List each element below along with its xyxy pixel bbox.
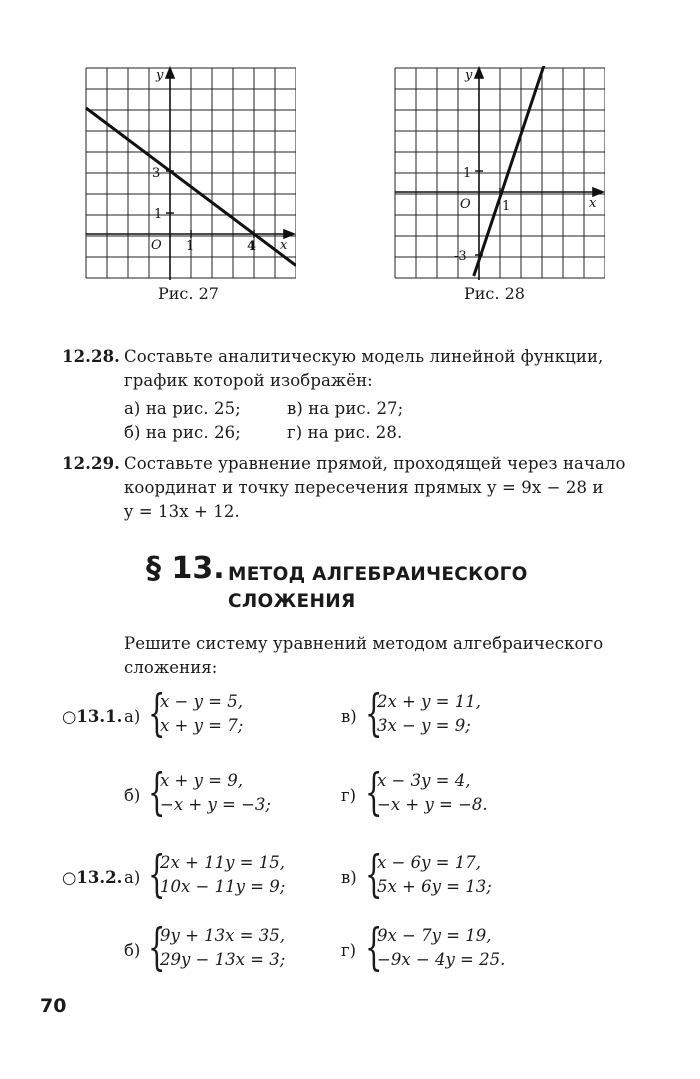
section-intro xyxy=(124,632,603,679)
brace-icon: { xyxy=(148,918,166,976)
problem-text-line: координат и точку пересечения прямых y = 9x − 28 и xyxy=(124,478,604,497)
option-label: в) xyxy=(341,707,357,726)
answer-option-b: б) на рис. 26; xyxy=(124,423,241,442)
x-axis-label: x xyxy=(589,196,597,211)
problem-text-line: Составьте уравнение прямой, проходящей через начало xyxy=(124,454,626,473)
y-tick-label-1: 1 xyxy=(154,207,163,222)
equation: 9y + 13x = 35, xyxy=(160,926,285,945)
equation-system xyxy=(377,924,505,972)
answer-option-v: в) на рис. 27; xyxy=(287,399,404,418)
figure-27-graph xyxy=(84,66,296,282)
brace-icon: { xyxy=(148,763,166,821)
equation: −x + y = −8. xyxy=(377,795,488,814)
brace-icon: { xyxy=(365,684,383,742)
option-label: г) xyxy=(341,786,357,805)
equation: 5x + 6y = 13; xyxy=(377,877,492,896)
y-tick-label-1: 1 xyxy=(463,166,472,181)
y-axis-arrow xyxy=(475,68,483,78)
equation-system xyxy=(160,769,271,817)
brace-icon: { xyxy=(148,684,166,742)
figure-27 xyxy=(84,66,296,303)
exercise-13-1-number: ○13.1. xyxy=(62,707,123,726)
brace-icon: { xyxy=(365,918,383,976)
y-axis-arrow xyxy=(166,68,174,78)
graph-line xyxy=(474,66,548,276)
equation: 29y − 13x = 3; xyxy=(160,950,286,969)
equation-system xyxy=(160,690,243,738)
option-label: в) xyxy=(341,868,357,887)
equation: 10x − 11y = 9; xyxy=(160,877,286,896)
problem-12-28 xyxy=(62,345,642,445)
figure-27-caption: Рис. 27 xyxy=(158,284,219,303)
intro-line: сложения: xyxy=(124,657,218,677)
origin-label: O xyxy=(151,238,162,253)
option-label: б) xyxy=(124,941,141,960)
x-tick-label-4: 4 xyxy=(247,239,257,254)
y-tick-label-minus-3: -3 xyxy=(454,249,467,264)
section-title xyxy=(228,561,528,615)
y-axis-label: y xyxy=(156,68,164,83)
x-axis-label: x xyxy=(280,238,288,253)
equation: 9x − 7y = 19, xyxy=(377,926,492,945)
equation: −x + y = −3; xyxy=(160,795,271,814)
brace-icon: { xyxy=(148,845,166,903)
option-label: а) xyxy=(124,868,141,887)
brace-icon: { xyxy=(365,763,383,821)
option-label: а) xyxy=(124,707,141,726)
intro-line: Решите систему уравнений методом алгебраического xyxy=(124,634,604,653)
figure-28-grid xyxy=(395,68,605,278)
problem-12-29 xyxy=(62,452,642,524)
answer-option-g: г) на рис. 28. xyxy=(287,423,403,442)
y-tick-label-3: 3 xyxy=(152,166,161,181)
option-label: б) xyxy=(124,786,141,805)
origin-label: O xyxy=(460,197,471,212)
x-tick-label-1: 1 xyxy=(502,199,511,214)
equation: 2x + y = 11, xyxy=(377,692,481,711)
section-title-line: МЕТОД АЛГЕБРАИЧЕСКОГО xyxy=(228,564,528,585)
answer-option-a: а) на рис. 25; xyxy=(124,399,241,418)
equation-system xyxy=(377,851,492,899)
equation: 2x + 11y = 15, xyxy=(160,853,285,872)
equation: x + y = 7; xyxy=(160,716,244,735)
problem-text-line: график которой изображён: xyxy=(124,371,373,390)
problem-text-line: Составьте аналитическую модель линейной функции, xyxy=(124,347,604,366)
equation-system xyxy=(160,924,285,972)
option-label: г) xyxy=(341,941,357,960)
figure-28 xyxy=(393,66,605,303)
equation: x + y = 9, xyxy=(160,771,243,790)
equation: x − 6y = 17, xyxy=(377,853,481,872)
x-axis-arrow xyxy=(284,230,294,238)
section-title-line: СЛОЖЕНИЯ xyxy=(228,591,356,612)
figure-28-graph xyxy=(393,66,605,282)
equation: 3x − y = 9; xyxy=(377,716,471,735)
x-axis-arrow xyxy=(593,188,603,196)
y-axis-label: y xyxy=(465,68,473,83)
equation: x − y = 5, xyxy=(160,692,243,711)
page-number: 70 xyxy=(40,995,67,1017)
equation: x − 3y = 4, xyxy=(377,771,471,790)
problem-number: 12.29. xyxy=(62,454,121,473)
tick-marks xyxy=(166,171,254,238)
equation-system xyxy=(377,690,481,738)
equation-system xyxy=(377,769,488,817)
equation-system xyxy=(160,851,285,899)
x-tick-label-1: 1 xyxy=(186,239,195,254)
problem-text-line: y = 13x + 12. xyxy=(124,502,240,521)
problem-number: 12.28. xyxy=(62,347,121,366)
brace-icon: { xyxy=(365,845,383,903)
equation: −9x − 4y = 25. xyxy=(377,950,506,969)
exercise-13-2-number: ○13.2. xyxy=(62,868,123,887)
section-number: § 13. xyxy=(146,551,225,586)
figure-28-caption: Рис. 28 xyxy=(464,284,525,303)
